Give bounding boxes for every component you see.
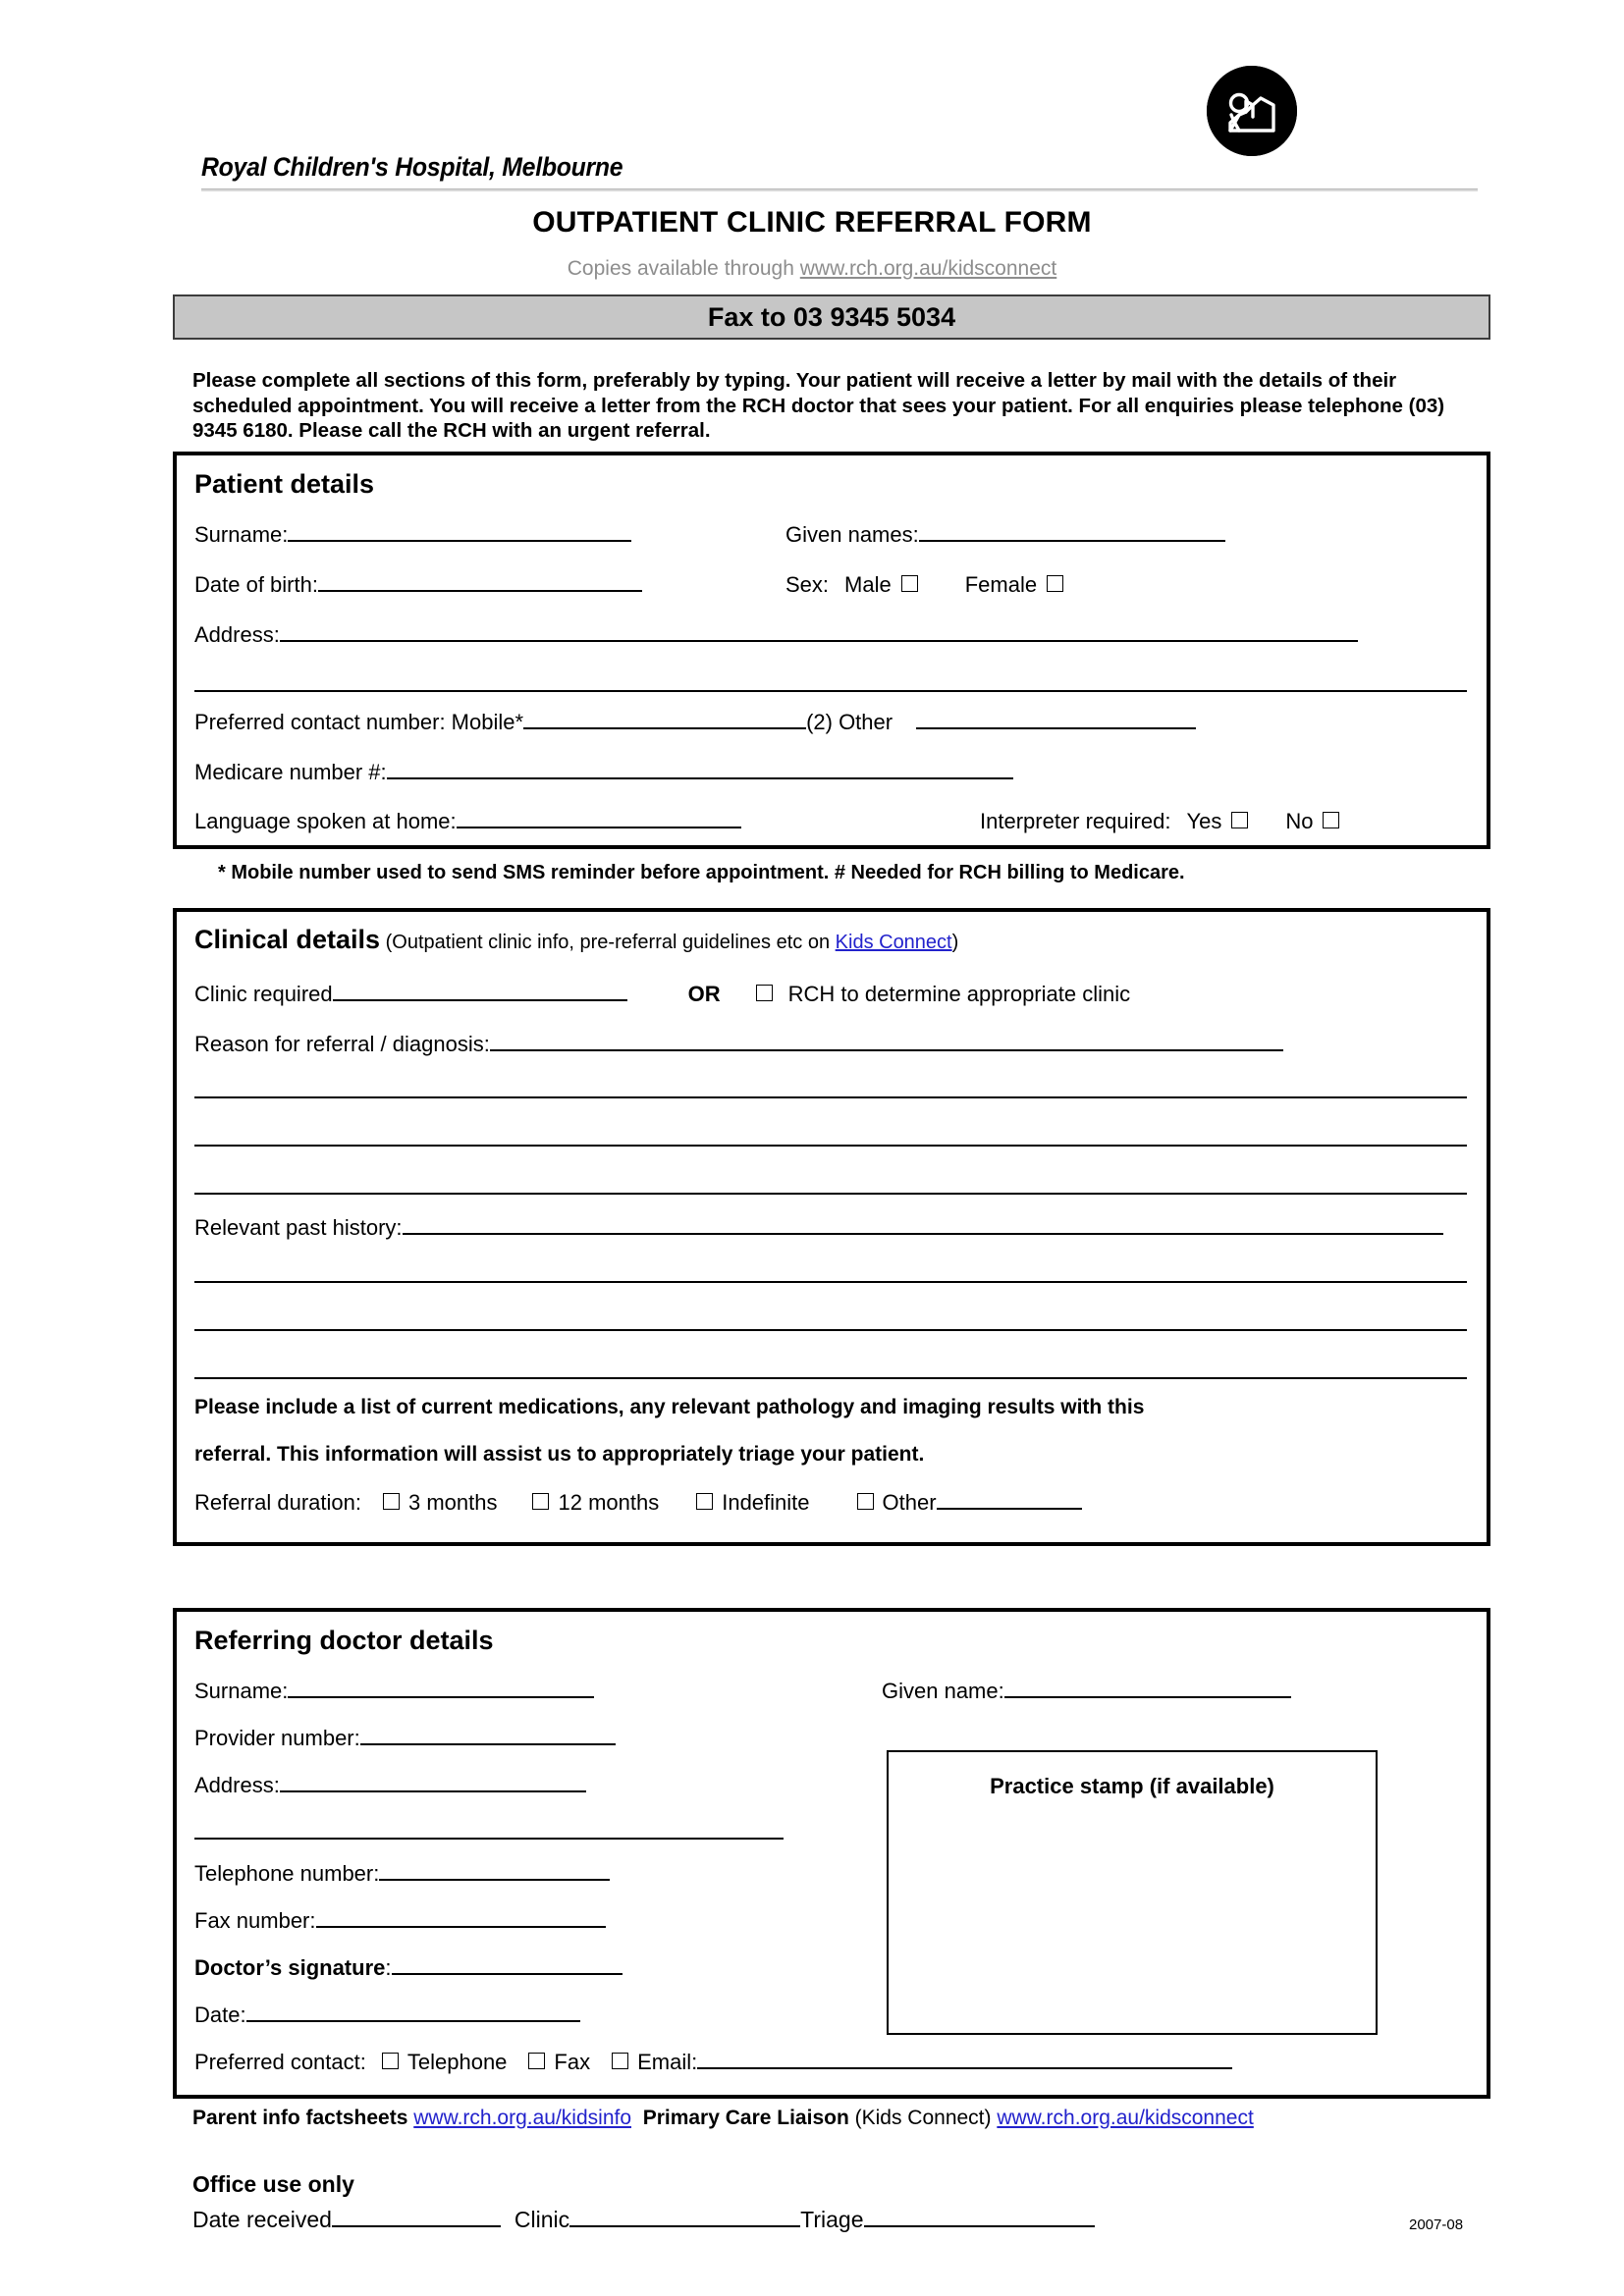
doctor-signature-colon: : — [385, 1955, 392, 1980]
past-history-field[interactable] — [194, 1215, 1443, 1241]
doctor-telephone-input[interactable] — [379, 1862, 610, 1881]
preferred-email-input[interactable] — [697, 2051, 1232, 2069]
duration-indefinite-checkbox[interactable] — [696, 1493, 713, 1510]
doctor-date-field[interactable] — [194, 2002, 580, 2028]
clinic-required-input[interactable] — [333, 983, 627, 1001]
patient-medicare-input[interactable] — [387, 761, 1013, 779]
date-received-label: Date received — [192, 2207, 332, 2232]
page-title: OUTPATIENT CLINIC REFERRAL FORM — [532, 206, 1092, 239]
patient-given-names-field[interactable] — [785, 522, 1225, 548]
doctor-address-field[interactable] — [194, 1773, 586, 1798]
duration-12-months-checkbox[interactable] — [532, 1493, 549, 1510]
patient-surname-label: Surname: — [194, 522, 289, 547]
patient-contact-label: Preferred contact number: Mobile* — [194, 710, 524, 734]
patient-sex-male-label: Male — [844, 572, 892, 597]
preferred-email-label: Email: — [637, 2050, 698, 2074]
patient-address-field[interactable] — [194, 622, 1358, 648]
preferred-fax-checkbox[interactable] — [528, 2053, 545, 2069]
patient-sex-field — [785, 572, 1063, 598]
reason-for-referral-input-line3[interactable] — [194, 1145, 1467, 1147]
patient-language-label: Language spoken at home: — [194, 809, 457, 833]
past-history-input-line4[interactable] — [194, 1377, 1467, 1379]
header-divider — [201, 188, 1478, 191]
patient-section-footnote: * Mobile number used to send SMS reminder before appointment. # Needed for RCH billing to Medicare. — [218, 862, 1185, 883]
patient-sex-female-label: Female — [964, 572, 1038, 597]
doctor-address-label: Address: — [194, 1773, 280, 1797]
duration-other-label: Other — [882, 1490, 937, 1515]
patient-sex-female-checkbox[interactable] — [1047, 575, 1063, 592]
referral-duration-field — [194, 1490, 1082, 1516]
clinical-details-subtitle-suffix: ) — [951, 932, 959, 953]
clinic-required-field[interactable] — [194, 982, 1130, 1007]
patient-address-input-line1[interactable] — [280, 623, 1358, 642]
doctor-date-input[interactable] — [246, 2003, 580, 2022]
clinical-details-subtitle-prefix: (Outpatient clinic info, pre-referral guidelines etc on — [380, 932, 836, 953]
patient-sex-label: Sex: — [785, 572, 830, 597]
office-triage-label: Triage — [800, 2207, 864, 2232]
doctor-provider-number-input[interactable] — [360, 1727, 616, 1745]
clinical-details-heading — [194, 925, 958, 955]
kidsconnect-url-link[interactable]: www.rch.org.au/kidsconnect — [799, 257, 1057, 280]
past-history-input-line2[interactable] — [194, 1281, 1467, 1283]
preferred-email-checkbox[interactable] — [612, 2053, 628, 2069]
patient-given-names-input[interactable] — [919, 523, 1225, 542]
doctor-given-name-input[interactable] — [1004, 1680, 1291, 1698]
hospital-name: Royal Children's Hospital, Melbourne — [201, 152, 623, 182]
doctor-fax-input[interactable] — [316, 1909, 606, 1928]
patient-interpreter-yes-label: Yes — [1186, 809, 1222, 833]
referring-doctor-heading: Referring doctor details — [194, 1626, 494, 1655]
office-clinic-input[interactable] — [569, 2209, 800, 2227]
doctor-provider-number-field[interactable] — [194, 1726, 616, 1751]
referral-duration-label: Referral duration: — [194, 1490, 361, 1515]
doctor-signature-input[interactable] — [392, 1956, 623, 1975]
preferred-fax-label: Fax — [554, 2050, 591, 2074]
medications-note-line-2: referral. This information will assist us to appropriately triage your patient. — [194, 1443, 925, 1466]
patient-interpreter-label: Interpreter required: — [980, 809, 1171, 833]
practice-stamp-label: Practice stamp (if available) — [990, 1774, 1274, 1798]
patient-dob-label: Date of birth: — [194, 572, 318, 597]
patient-medicare-field[interactable] — [194, 760, 1013, 785]
patient-details-section — [173, 452, 1490, 849]
doctor-preferred-contact-field — [194, 2050, 1232, 2075]
rch-determine-clinic-label: RCH to determine appropriate clinic — [787, 982, 1131, 1006]
date-received-input[interactable] — [332, 2209, 501, 2227]
kids-connect-link[interactable]: Kids Connect — [835, 932, 952, 953]
duration-3-months-label: 3 months — [407, 1490, 498, 1515]
copies-available-prefix: Copies available through — [567, 257, 800, 280]
doctor-address-input-line1[interactable] — [280, 1774, 586, 1792]
doctor-signature-field[interactable] — [194, 1955, 623, 1981]
patient-address-label: Address: — [194, 622, 280, 647]
clinic-or-label: OR — [687, 982, 721, 1006]
patient-interpreter-field — [980, 809, 1339, 834]
kidsconnect-url-link-footer[interactable]: www.rch.org.au/kidsconnect — [997, 2107, 1254, 2129]
patient-surname-field[interactable] — [194, 522, 631, 548]
past-history-input-line1[interactable] — [403, 1216, 1443, 1235]
office-use-fields — [192, 2207, 1095, 2233]
doctor-address-input-line2[interactable] — [194, 1838, 784, 1840]
preferred-telephone-label: Telephone — [406, 2050, 508, 2074]
child-reading-book-icon — [1207, 66, 1297, 156]
patient-contact-other-label: (2) Other — [806, 710, 893, 734]
instructions-paragraph: Please complete all sections of this form, preferably by typing. Your patient will receive a letter by mail with the details of their scheduled appointment. You will receive a letter from the RCH doctor that sees your patient. For all enquiries please telephone (03) 9345 6180. Please call the RCH with an urgent referral. — [192, 369, 1445, 442]
doctor-surname-field[interactable] — [194, 1679, 594, 1704]
doctor-fax-field[interactable] — [194, 1908, 606, 1934]
parent-info-factsheets-label: Parent info factsheets — [192, 2107, 408, 2129]
doctor-date-label: Date: — [194, 2002, 246, 2027]
medications-note-line-1: Please include a list of current medications, any relevant pathology and imaging results with this — [194, 1396, 1145, 1418]
patient-interpreter-no-checkbox[interactable] — [1323, 812, 1339, 828]
patient-interpreter-yes-checkbox[interactable] — [1231, 812, 1248, 828]
reason-for-referral-field[interactable] — [194, 1032, 1283, 1057]
kidsinfo-url-link[interactable]: www.rch.org.au/kidsinfo — [413, 2107, 632, 2129]
duration-indefinite-label: Indefinite — [722, 1490, 810, 1515]
doctor-fax-label: Fax number: — [194, 1908, 316, 1933]
kids-connect-paren: (Kids Connect) — [848, 2107, 998, 2129]
doctor-surname-label: Surname: — [194, 1679, 289, 1703]
patient-address-input-line2[interactable] — [194, 690, 1467, 692]
reason-for-referral-label: Reason for referral / diagnosis: — [194, 1032, 490, 1056]
patient-contact-field[interactable] — [194, 710, 1196, 735]
doctor-surname-input[interactable] — [288, 1680, 594, 1698]
footer-links — [192, 2107, 1254, 2130]
patient-mobile-input[interactable] — [523, 711, 806, 729]
patient-language-field[interactable] — [194, 809, 741, 834]
preferred-telephone-checkbox[interactable] — [382, 2053, 399, 2069]
practice-stamp-box[interactable] — [887, 1750, 1378, 2035]
duration-12-months-label: 12 months — [558, 1490, 660, 1515]
reason-for-referral-input-line4[interactable] — [194, 1193, 1467, 1195]
office-triage-input[interactable] — [864, 2209, 1095, 2227]
duration-other-input[interactable] — [937, 1491, 1082, 1510]
patient-language-input[interactable] — [457, 810, 741, 828]
past-history-input-line3[interactable] — [194, 1329, 1467, 1331]
office-use-only-heading: Office use only — [192, 2171, 354, 2197]
doctor-signature-label: Doctor’s signature — [194, 1955, 386, 1980]
patient-given-names-label: Given names: — [785, 522, 919, 547]
doctor-given-name-label: Given name: — [882, 1679, 1004, 1703]
form-version-code: 2007-08 — [1409, 2216, 1464, 2233]
doctor-provider-number-label: Provider number: — [194, 1726, 360, 1750]
doctor-preferred-contact-label: Preferred contact: — [194, 2050, 366, 2074]
patient-sex-male-checkbox[interactable] — [901, 575, 918, 592]
clinic-required-label: Clinic required — [194, 982, 333, 1006]
patient-details-heading: Patient details — [194, 469, 375, 499]
past-history-label: Relevant past history: — [194, 1215, 403, 1240]
doctor-telephone-label: Telephone number: — [194, 1861, 380, 1886]
office-clinic-label: Clinic — [514, 2207, 570, 2232]
patient-other-contact-input[interactable] — [916, 711, 1196, 729]
patient-interpreter-no-label: No — [1285, 809, 1314, 833]
fax-banner: Fax to 03 9345 5034 — [173, 294, 1490, 340]
reason-for-referral-input-line2[interactable] — [194, 1096, 1467, 1098]
patient-dob-input[interactable] — [318, 573, 642, 592]
duration-other-checkbox[interactable] — [857, 1493, 874, 1510]
doctor-telephone-field[interactable] — [194, 1861, 610, 1887]
letterhead — [201, 152, 1478, 191]
primary-care-liaison-label: Primary Care Liaison — [642, 2107, 849, 2129]
patient-surname-input[interactable] — [288, 523, 631, 542]
rch-determine-clinic-checkbox[interactable] — [756, 985, 773, 1001]
patient-dob-field[interactable] — [194, 572, 642, 598]
clinical-details-heading-text: Clinical details — [194, 925, 381, 954]
duration-3-months-checkbox[interactable] — [383, 1493, 400, 1510]
doctor-given-name-field[interactable] — [882, 1679, 1291, 1704]
reason-for-referral-input-line1[interactable] — [490, 1033, 1283, 1051]
patient-medicare-label: Medicare number #: — [194, 760, 387, 784]
copies-available-note — [0, 257, 1624, 281]
